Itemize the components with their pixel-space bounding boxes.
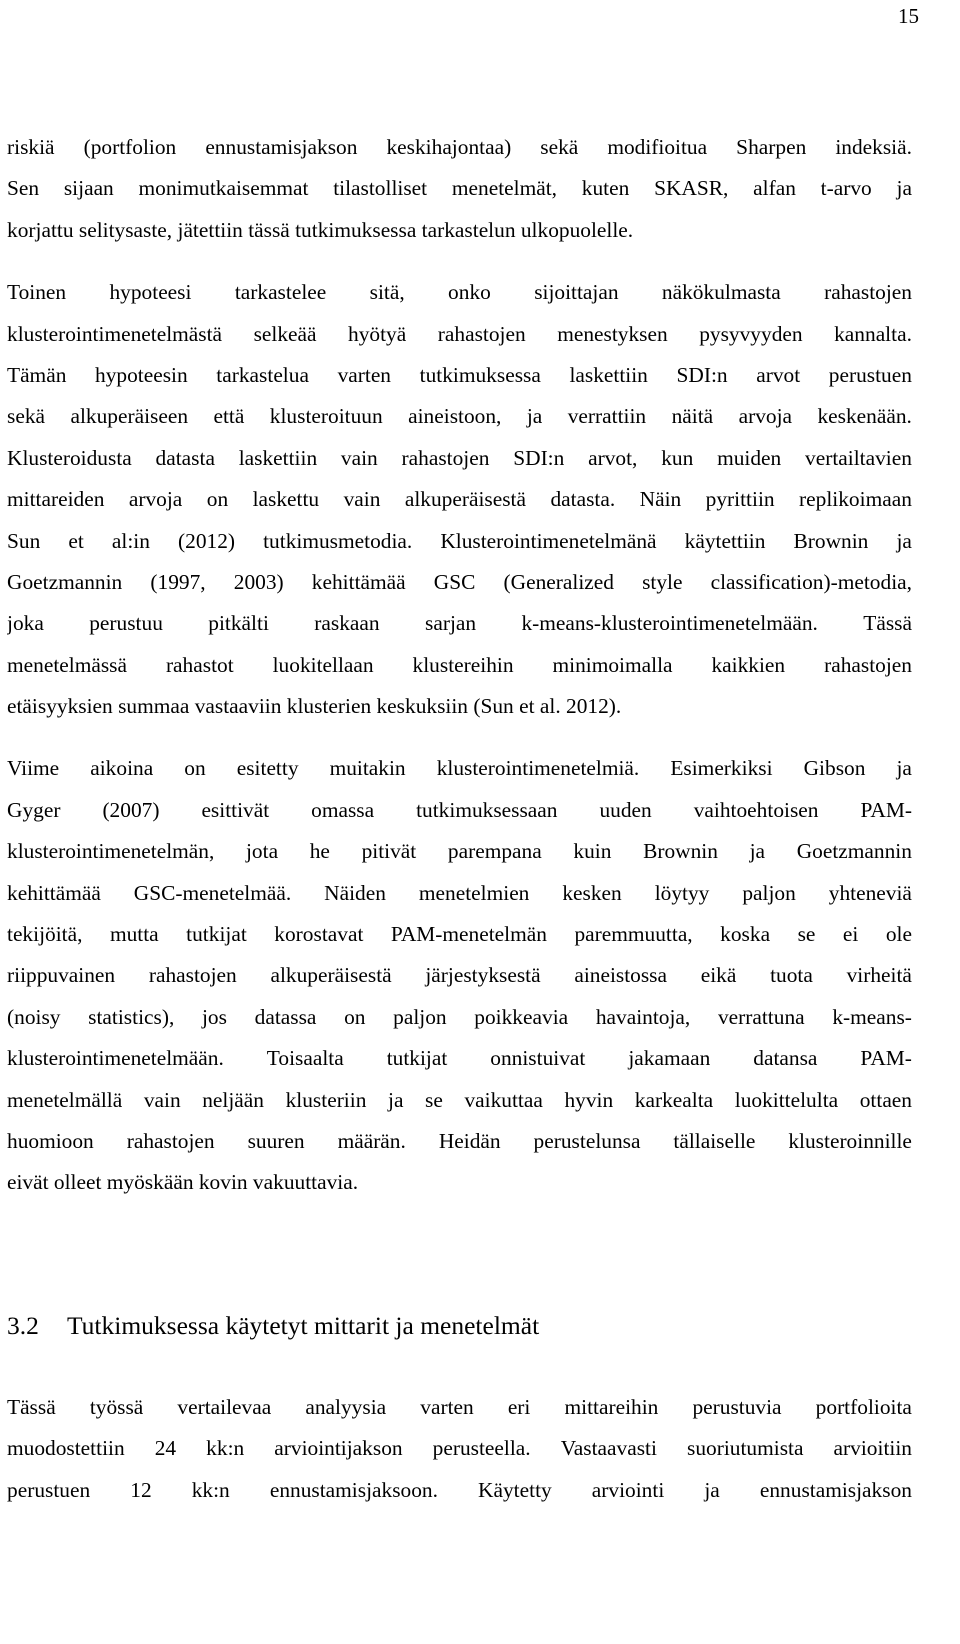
text-line: etäisyyksien summaa vastaaviin klusterien keskuksiin (Sun et al. 2012). — [7, 694, 622, 719]
text-line: Sun et al:in (2012) tutkimusmetodia. Klusterointimenetelmänä käytettiin Brownin ja — [7, 528, 912, 553]
text-line: Klusteroidusta datasta laskettiin vain rahastojen SDI:n arvot, kun muiden vertailtavien — [7, 445, 912, 470]
text-line: korjattu selitysaste, jätettiin tässä tutkimuksessa tarkastelun ulkopuolelle. — [7, 217, 634, 242]
text-line: riippuvainen rahastojen alkuperäisestä järjestyksestä aineistossa eikä tuota virheitä — [7, 963, 912, 988]
text-line: (noisy statistics), jos datassa on paljon poikkeavia havaintoja, verrattuna k-means- — [7, 1004, 912, 1029]
text-line: huomioon rahastojen suuren määrän. Heidän perustelunsa tällaiselle klusteroinnille — [7, 1128, 912, 1153]
section-number: 3.2 — [7, 1310, 39, 1340]
text-line: klusterointimenetelmään. Toisaalta tutkijat onnistuivat jakamaan datansa PAM- — [7, 1046, 912, 1071]
paragraph — [7, 127, 912, 251]
heading-spacer — [7, 1352, 912, 1366]
text-line: klusterointimenetelmän, jota he pitivät parempana kuin Brownin ja Goetzmannin — [7, 839, 912, 864]
text-line: muodostettiin 24 kk:n arviointijakson perusteella. Vastaavasti suoriutumista arvioitiin — [7, 1436, 912, 1461]
text-line: Gyger (2007) esittivät omassa tutkimuksessaan uuden vaihtoehtoisen PAM- — [7, 797, 912, 822]
text-line: tekijöitä, mutta tutkijat korostavat PAM-menetelmän paremmuutta, koska se ei ole — [7, 922, 912, 947]
paragraph-spacer — [7, 727, 912, 748]
paragraph-spacer — [7, 1366, 912, 1387]
paragraph — [7, 272, 912, 727]
text-line: Viime aikoina on esitetty muitakin klusterointimenetelmiä. Esimerkiksi Gibson ja — [7, 756, 912, 781]
text-line: menetelmällä vain neljään klusteriin ja se vaikuttaa hyvin karkealta luokittelulta ottaen — [7, 1087, 912, 1112]
paragraph — [7, 1387, 912, 1511]
text-line: mittareiden arvoja on laskettu vain alkuperäisestä datasta. Näin pyrittiin replikoimaan — [7, 487, 912, 512]
paragraph-spacer — [7, 251, 912, 272]
text-line: joka perustuu pitkälti raskaan sarjan k-means-klusterointimenetelmään. Tässä — [7, 611, 912, 636]
document-body — [7, 127, 912, 1511]
page-number: 15 — [898, 4, 919, 28]
text-line: klusterointimenetelmästä selkeää hyötyä rahastojen menestyksen pysyvyyden kannalta. — [7, 321, 912, 346]
text-line: Tämän hypoteesin tarkastelua varten tutkimuksessa laskettiin SDI:n arvot perustuen — [7, 362, 912, 387]
text-line: eivät olleet myöskään kovin vakuuttavia. — [7, 1170, 359, 1195]
text-line: Goetzmannin (1997, 2003) kehittämää GSC (Generalized style classification)-metodia, — [7, 569, 912, 594]
text-line: riskiä (portfolion ennustamisjakson keskihajontaa) sekä modifioitua Sharpen indeksiä. — [7, 135, 912, 159]
text-line: Sen sijaan monimutkaisemmat tilastolliset menetelmät, kuten SKASR, alfan t-arvo ja — [7, 176, 912, 201]
paragraph — [7, 748, 912, 1203]
text-line: Tässä työssä vertailevaa analyysia varten eri mittareihin perustuvia portfolioita — [7, 1394, 912, 1419]
text-line: sekä alkuperäiseen että klusteroituun aineistoon, ja verrattiin näitä arvoja keskenään. — [7, 404, 912, 429]
text-line: kehittämää GSC-menetelmää. Näiden menetelmien kesken löytyy paljon yhteneviä — [7, 880, 912, 905]
paragraph-spacer — [7, 1204, 912, 1300]
section-heading — [7, 1300, 912, 1352]
text-line: perustuen 12 kk:n ennustamisjaksoon. Käytetty arviointi ja ennustamisjakson — [7, 1477, 912, 1502]
text-line: menetelmässä rahastot luokitellaan klustereihin minimoimalla kaikkien rahastojen — [7, 652, 912, 677]
section-title: Tutkimuksessa käytetyt mittarit ja menetelmät — [67, 1310, 540, 1340]
text-line: Toinen hypoteesi tarkastelee sitä, onko sijoittajan näkökulmasta rahastojen — [7, 280, 912, 305]
